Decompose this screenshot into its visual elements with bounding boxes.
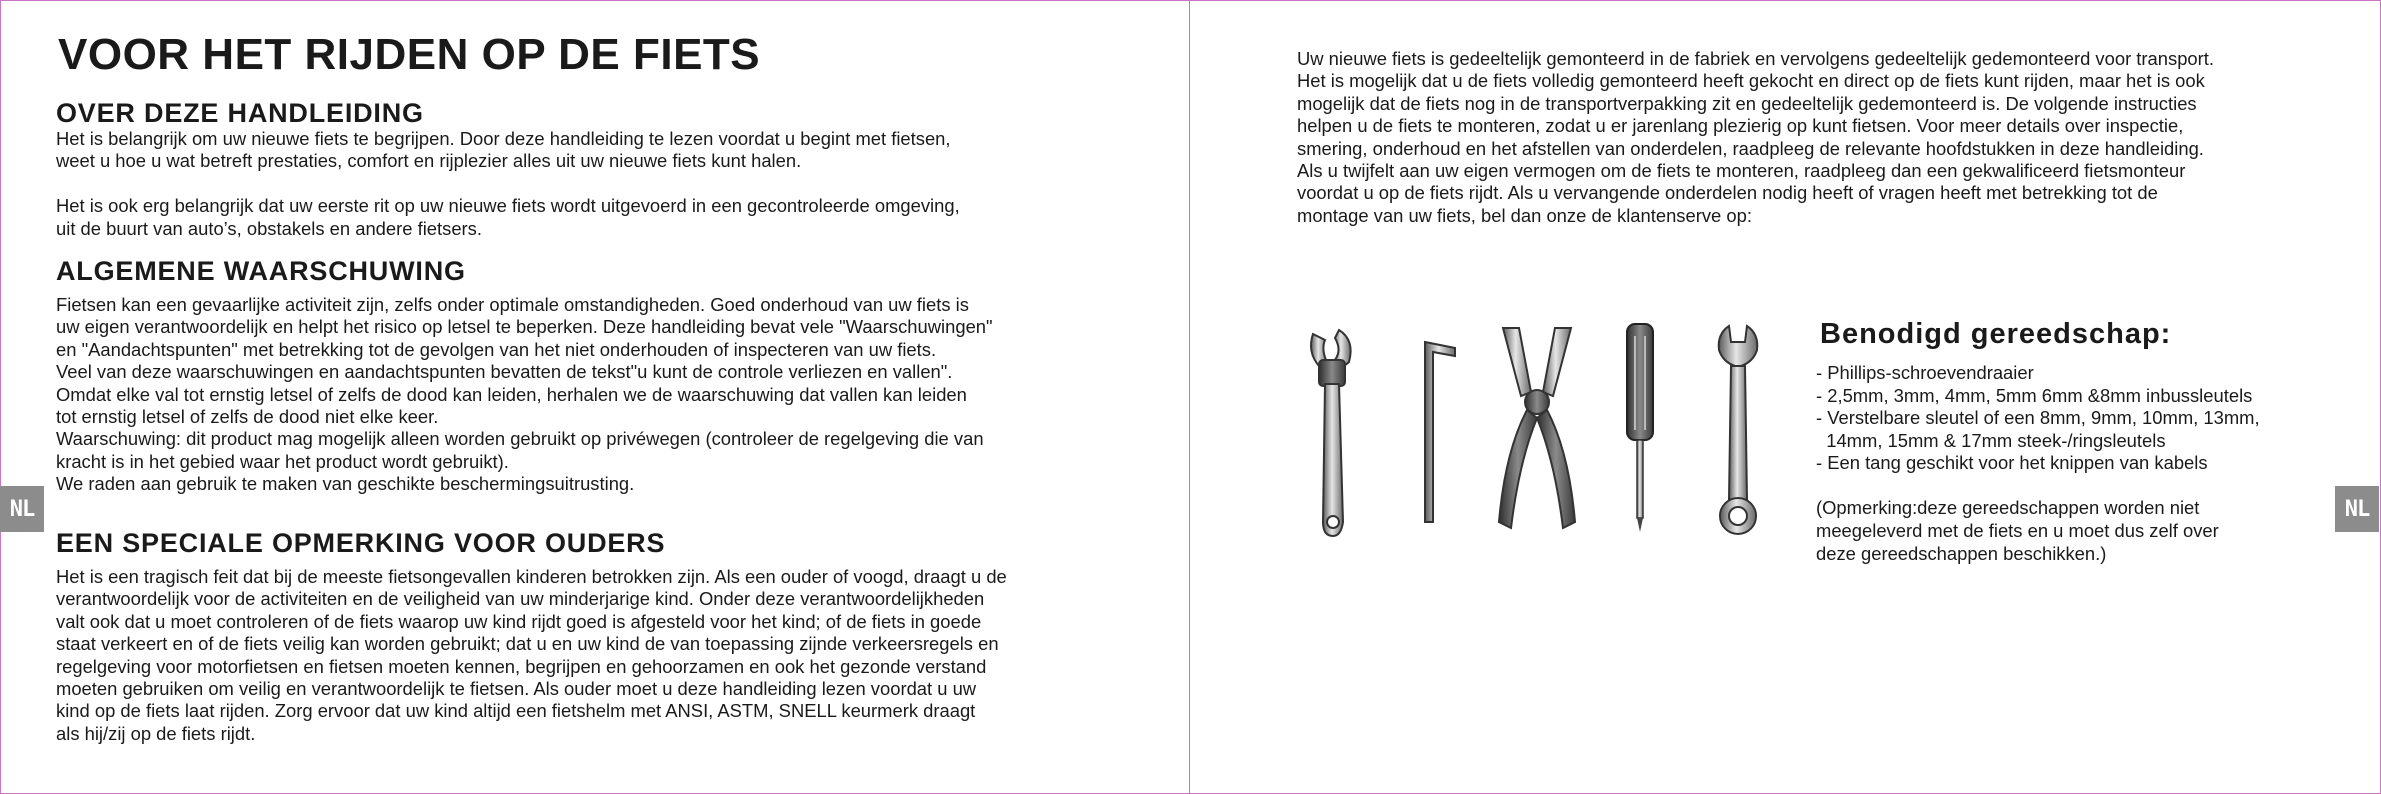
page-fold-line — [1189, 0, 1190, 794]
note-line: meegeleverd met de fiets en u moet dus zelf over — [1816, 519, 2219, 541]
text-line: mogelijk dat de fiets nog in de transportverpakking zit en gedeeltelijk gedemonteerd is. De volgende instructies — [1297, 92, 2197, 114]
text-line: We raden aan gebruik te maken van geschikte beschermingsuitrusting. — [56, 473, 635, 495]
screwdriver-icon — [1627, 324, 1653, 532]
hex-key-icon — [1425, 342, 1455, 522]
text-line: uw eigen verantwoordelijk en helpt het risico op letsel te beperken. Deze handleiding bevat vele "Waarschuwingen" — [56, 316, 993, 338]
paragraph-gap — [1816, 475, 2260, 497]
text-line: moeten gebruiken om veilig en verantwoordelijk te fietsen. Als ouder moet u deze handleiding lezen voordat u uw — [56, 678, 977, 700]
list-item: - Een tang geschikt voor het knippen van kabels — [1816, 452, 2208, 474]
text-line: Het is mogelijk dat u de fiets volledig gemonteerd heeft gekocht en direct op de fiets kunt rijden, maar het is ook — [1297, 70, 2205, 92]
language-tab-left: NL — [0, 486, 44, 532]
list-item: 14mm, 15mm & 17mm steek-/ringsleutels — [1816, 429, 2166, 451]
text-line: verantwoordelijk voor de activiteiten en de veiligheid van uw minderjarige kind. Onder deze verantwoordelijkheden — [56, 588, 985, 610]
text-line: Omdat elke val tot ernstig letsel of zelfs de dood kan leiden, herhalen we de waarschuwing dat vallen kan leiden — [56, 383, 967, 405]
list-item: - 2,5mm, 3mm, 4mm, 5mm 6mm &8mm inbussleutels — [1816, 384, 2253, 406]
section-heading-handleiding: OVER DEZE HANDLEIDING — [56, 98, 424, 128]
paragraph-gap — [56, 173, 960, 195]
language-tab-right: NL — [2335, 486, 2379, 532]
section-body-waarschuwing — [56, 294, 993, 496]
text-line: Het is ook erg belangrijk dat uw eerste rit op uw nieuwe fiets wordt uitgevoerd in een gecontroleerde omgeving, — [56, 195, 960, 217]
text-line: Het is een tragisch feit dat bij de meeste fietsongevallen kinderen betrokken zijn. Als een ouder of voogd, draagt u de — [56, 566, 1007, 587]
section-heading-waarschuwing: ALGEMENE WAARSCHUWING — [56, 256, 466, 286]
text-line: kind op de fiets laat rijden. Zorg ervoor dat uw kind altijd een fietshelm met ANSI, ASTM, SNELL keurmerk draagt — [56, 700, 976, 722]
text-line: Uw nieuwe fiets is gedeeltelijk gemonteerd in de fabriek en vervolgens gedeeltelijk gedemonteerd voor transport. — [1297, 48, 2214, 69]
tools-title: Benodigd gereedschap: — [1820, 318, 2172, 350]
text-line: Fietsen kan een gevaarlijke activiteit zijn, zelfs onder optimale omstandigheden. Goed onderhoud van uw fiets is — [56, 294, 969, 315]
adjustable-wrench-icon — [1311, 330, 1351, 536]
text-line: Het is belangrijk om uw nieuwe fiets te begrijpen. Door deze handleiding te lezen voordat u begint met fietsen, — [56, 128, 951, 149]
text-line: helpen u de fiets te monteren, zodat u er jarenlang plezierig op kunt fietsen. Voor meer details over inspectie, — [1297, 115, 2184, 137]
text-line: valt ook dat u moet controleren of de fiets waarop uw kind rijdt goed is afgesteld voor het kind; of de fiets in goede — [56, 610, 982, 632]
section-body-handleiding — [56, 128, 960, 240]
section-heading-ouders: EEN SPECIALE OPMERKING VOOR OUDERS — [56, 528, 666, 558]
text-line: voordat u op de fiets rijdt. Als u vervangende onderdelen nodig heeft of vragen heeft met betrekking tot de — [1297, 182, 2158, 204]
text-line: montage van uw fiets, bel dan onze de klantenserve op: — [1297, 204, 1752, 226]
text-line: staat verkeert en of de fiets veilig kan worden gebruikt; dat u en uw kind de van toepassing zijnde verkeersregels en — [56, 633, 999, 655]
text-line: kracht is in het gebied waar het product wordt gebruikt). — [56, 450, 509, 472]
note-line: deze gereedschappen beschikken.) — [1816, 542, 2107, 564]
page-title: VOOR HET RIJDEN OP DE FIETS — [58, 30, 761, 79]
combination-wrench-icon — [1719, 326, 1758, 534]
text-line: smering, onderhoud en het afstellen van onderdelen, raadpleeg de relevante hoofdstukken in deze handleiding. — [1297, 137, 2204, 159]
pliers-icon — [1499, 328, 1575, 528]
text-line: Veel van deze waarschuwingen en aandachtspunten bevatten de tekst"u kunt de controle verliezen en vallen". — [56, 361, 953, 383]
text-line: weet u hoe u wat betreft prestaties, comfort en rijplezier alles uit uw nieuwe fiets kunt halen. — [56, 150, 802, 172]
text-line: tot ernstig letsel of zelfs de dood niet elke keer. — [56, 406, 439, 428]
section-body-ouders — [56, 566, 1007, 745]
list-item: - Phillips-schroevendraaier — [1816, 362, 2034, 383]
text-line: en "Aandachtspunten" met betrekking tot de gevolgen van het niet onderhouden of inspecteren van uw fiets. — [56, 338, 937, 360]
tools-list — [1816, 362, 2260, 565]
text-line: uit de buurt van auto’s, obstakels en andere fietsers. — [56, 217, 482, 239]
list-item: - Verstelbare sleutel of een 8mm, 9mm, 10mm, 13mm, — [1816, 407, 2260, 429]
note-line: (Opmerking:deze gereedschappen worden niet — [1816, 497, 2200, 519]
text-line: Als u twijfelt aan uw eigen vermogen om de fiets te monteren, raadpleeg dan een gekwalificeerd fietsmonteur — [1297, 160, 2186, 182]
tools-illustration — [1305, 322, 1785, 544]
text-line: als hij/zij op de fiets rijdt. — [56, 722, 256, 744]
intro-paragraph — [1297, 48, 2214, 227]
text-line: regelgeving voor motorfietsen en fietsen moeten kennen, begrijpen en gehoorzamen en ook het gezonde verstand — [56, 655, 987, 677]
left-page — [0, 0, 1189, 794]
text-line: Waarschuwing: dit product mag mogelijk alleen worden gebruikt op privéwegen (controleer de regelgeving die van — [56, 428, 984, 450]
